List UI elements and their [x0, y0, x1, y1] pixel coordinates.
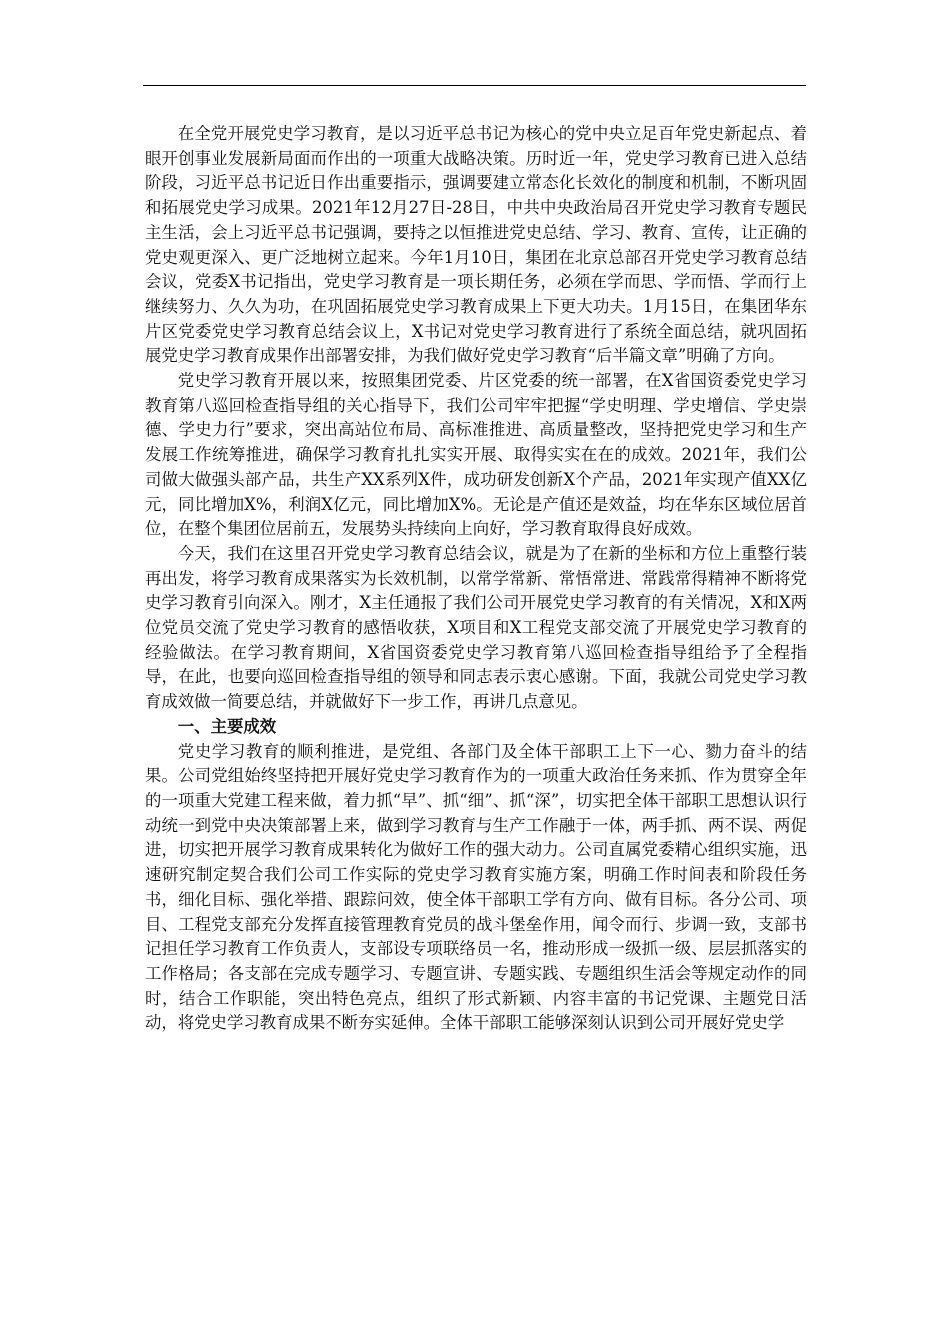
paragraph-main-results: 党史学习教育的顺利推进，是党组、各部门及全体干部职工上下一心、勠力奋斗的结果。公司党组始终坚持把开展好党史学习教育作为的一项重大政治任务来抓、作为贯穿全年的一项重大党建工程来做，着力抓“早”、抓“细”、抓“深”，切实把全体干部职工思想认识行动统一到党中央决策部署上来，做到学习教育与生产工作融于一体，两手抓、两不误、两促进，切实把开展学习教育成果转化为做好工作的强大动力。公司直属党委精心组织实施，迅速研究制定契合我们公司工作实际的党史学习教育实施方案，明确工作时间表和阶段任务书，细化目标、强化举措、跟踪问效，使全体干部职工学有方向、做有目标。各分公司、项目、工程党支部充分发挥直接管理教育党员的战斗堡垒作用，闻令而行、步调一致，支部书记担任学习教育工作负责人，支部设专项联络员一名，推动形成一级抓一级、层层抓落实的工作格局；各支部在完成专题学习、专题宣讲、专题实践、专题组织生活会等规定动作的同时，结合工作职能，突出特色亮点，组织了形式新颖、内容丰富的书记党课、主题党日活动，将党史学习教育成果不断夯实延伸。全体干部职工能够深刻认识到公司开展好党史学: [145, 741, 807, 1033]
paragraph-progress: 党史学习教育开展以来，按照集团党委、片区党委的统一部署，在X省国资委党史学习教育第八巡回检查指导组的关心指导下，我们公司牢牢把握“学史明理、学史增信、学史崇德、学史力行”要求，突出高站位布局、高标准推进、高质量整改，坚持把党史学习和生产发展工作统筹推进，确保学习教育扎扎实实开展、取得实实在在的成效。2021年，我们公司做大做强头部产品，共生产XX系列X件，成功研发创新X个产品，2021年实现产值XX亿元，同比增加X%，利润X亿元，同比增加X%。无论是产值还是效益，均在华东区域位居首位，在整个集团位居前五，发展势头持续向上向好，学习教育取得良好成效。: [145, 371, 807, 539]
document-body: [145, 122, 807, 1036]
section-heading-main-results: 一、主要成效: [177, 716, 277, 736]
header-divider: [143, 85, 806, 86]
paragraph-intro: 在全党开展党史学习教育，是以习近平总书记为核心的党中央立足百年党史新起点、着眼开创事业发展新局面而作出的一项重大战略决策。历时近一年，党史学习教育已进入总结阶段，习近平总书记近日作出重要指示，强调要建立常态化长效化的制度和机制，不断巩固和拓展党史学习成果。2021年12月27日-28日，中共中央政治局召开党史学习教育专题民主生活，会上习近平总书记强调，要持之以恒推进党史总结、学习、教育、宣传，让正确的党史观更深入、更广泛地树立起来。今年1月10日，集团在北京总部召开党史学习教育总结会议，党委X书记指出，党史学习教育是一项长期任务，必须在学而思、学而悟、学而行上继续努力、久久为功，在巩固拓展党史学习教育成果上下更大功夫。1月15日，在集团华东片区党委党史学习教育总结会议上，X书记对党史学习教育进行了系统全面总结，就巩固拓展党史学习教育成果作出部署安排，为我们做好党史学习教育“后半篇文章”明确了方向。: [145, 124, 807, 366]
paragraph-meeting: 今天，我们在这里召开党史学习教育总结会议，就是为了在新的坐标和方位上重整行装再出发，将学习教育成果落实为长效机制，以常学常新、常悟常进、常践常得精神不断将党史学习教育引向深入。刚才，X主任通报了我们公司开展党史学习教育的有关情况，X和X两位党员交流了党史学习教育的感悟收获，X项目和X工程党支部交流了开展党史学习教育的经验做法。在学习教育期间，X省国资委党史学习教育第八巡回检查指导组给予了全程指导，在此，也要向巡回检查指导组的领导和同志表示衷心感谢。下面，我就公司党史学习教育成效做一简要总结，并就做好下一步工作，再讲几点意见。: [145, 543, 807, 712]
